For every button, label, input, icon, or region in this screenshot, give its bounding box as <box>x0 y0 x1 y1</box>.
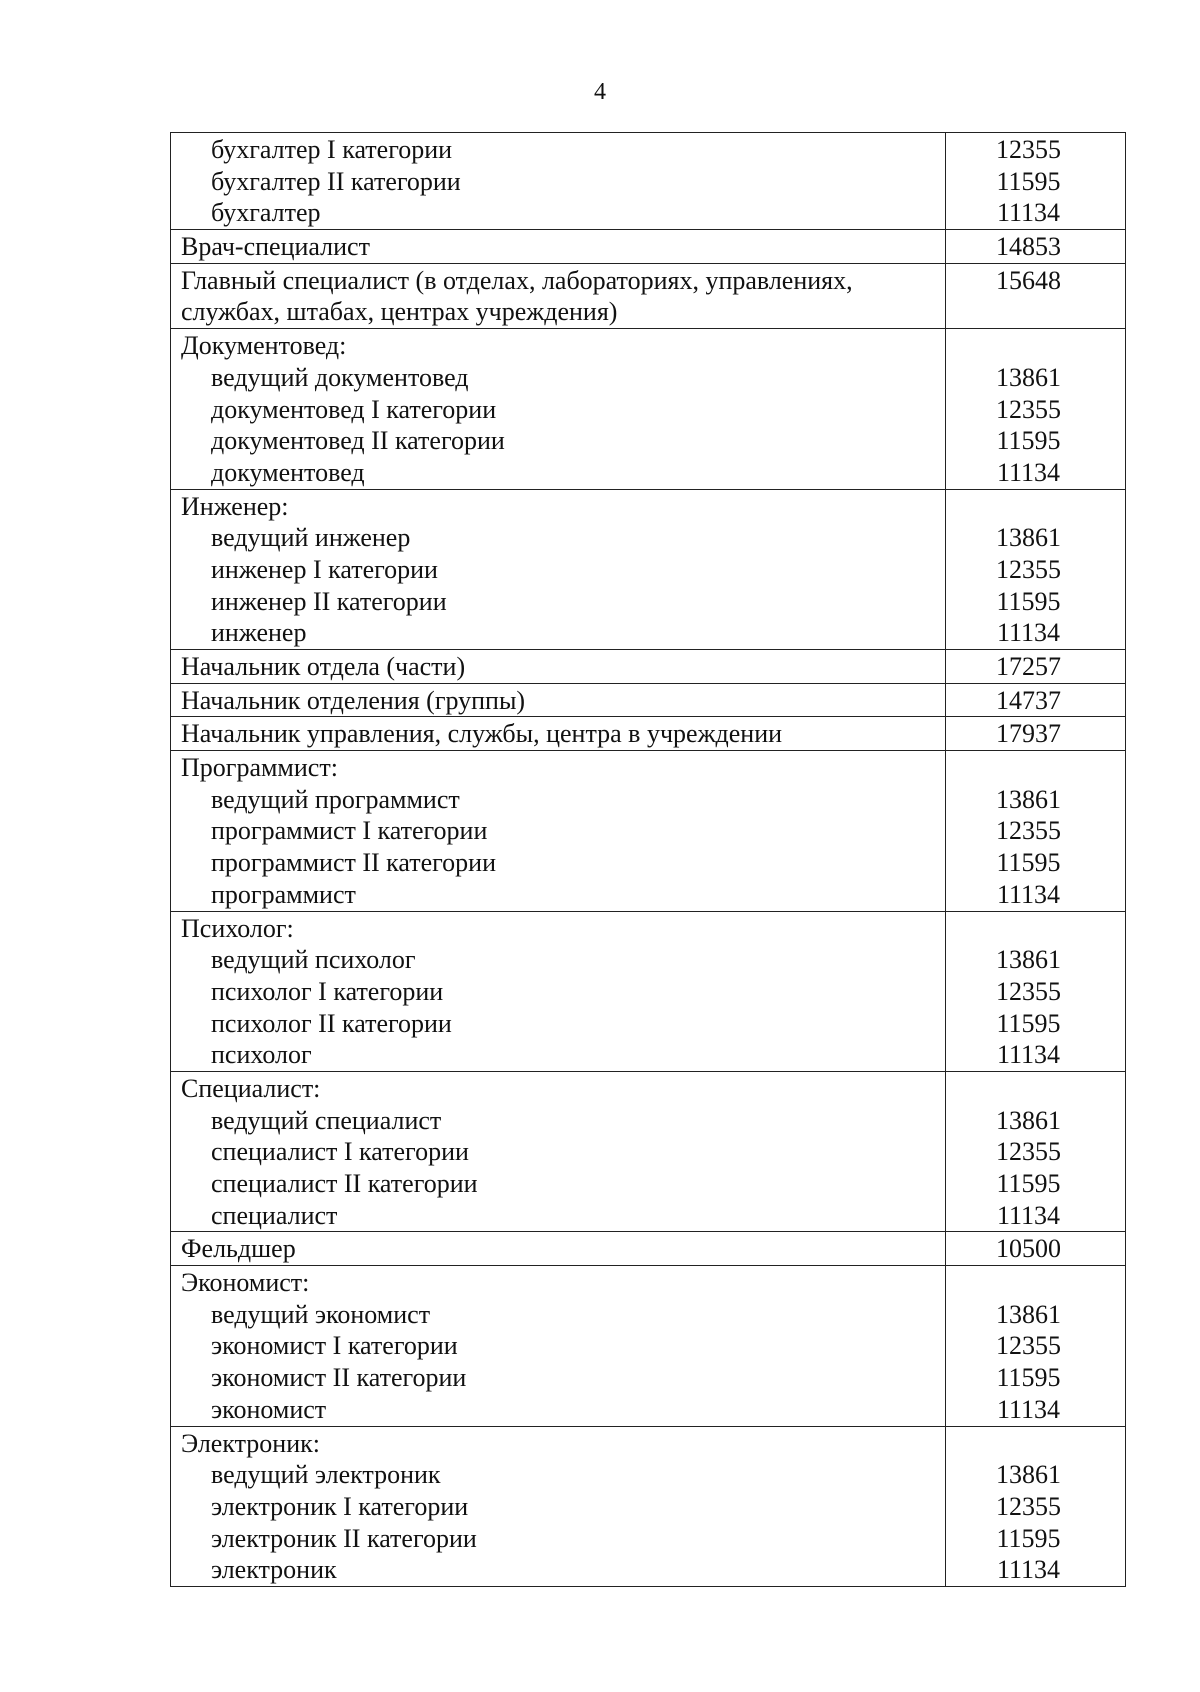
position-title: ведущий программист <box>211 784 460 814</box>
salary-value: 13861 <box>996 1299 1061 1329</box>
position-title: документовед II категории <box>211 426 505 456</box>
salary-value: 13861 <box>996 945 1061 975</box>
salary-value: 13861 <box>996 362 1061 392</box>
salary-value: 17257 <box>996 652 1061 681</box>
salary-value: 12355 <box>996 135 1061 164</box>
position-cell <box>171 1266 946 1426</box>
table-row <box>171 230 1126 264</box>
salary-value: 11134 <box>996 1394 1061 1424</box>
position-cell <box>171 263 946 328</box>
position-title: инженер I категории <box>211 554 438 584</box>
table-row <box>171 751 1126 911</box>
position-title: Электроник: <box>181 1428 320 1458</box>
table-row <box>171 683 1126 717</box>
position-title: программист <box>211 879 356 909</box>
position-cell <box>171 133 946 230</box>
salary-cell <box>946 650 1126 684</box>
salary-value: 11595 <box>996 1008 1061 1038</box>
salary-value: 11134 <box>996 198 1061 228</box>
salary-value: 17937 <box>996 719 1061 749</box>
position-title: Начальник отделения (группы) <box>181 685 526 715</box>
salary-value <box>946 752 1111 784</box>
position-title: документовед <box>211 457 365 487</box>
salary-value: 13861 <box>996 784 1061 814</box>
salary-cell <box>946 230 1126 264</box>
position-title: экономист II категории <box>211 1363 467 1393</box>
salary-value: 13861 <box>996 1105 1061 1135</box>
salary-value: 11134 <box>996 1200 1061 1230</box>
position-cell <box>171 650 946 684</box>
position-title: экономист <box>211 1394 327 1424</box>
table-row <box>171 489 1126 649</box>
salary-value: 15648 <box>996 265 1061 295</box>
salary-value: 14737 <box>996 685 1061 715</box>
position-title: ведущий специалист <box>211 1105 442 1135</box>
salary-value: 11134 <box>996 618 1061 648</box>
position-title: Главный специалист (в отделах, лабораториях, управлениях, <box>181 265 853 295</box>
position-title: Документовед: <box>181 331 347 361</box>
position-title: ведущий психолог <box>211 945 416 975</box>
salary-value: 12355 <box>996 816 1061 846</box>
table-row <box>171 1426 1126 1586</box>
position-title: электроник <box>211 1555 337 1585</box>
salary-table-body <box>171 133 1126 1587</box>
position-cell <box>171 1232 946 1266</box>
salary-value <box>946 330 1111 362</box>
position-title: специалист <box>211 1200 338 1230</box>
table-row <box>171 911 1126 1071</box>
position-title: Экономист: <box>181 1268 310 1298</box>
position-title: бухгалтер II категории <box>211 166 461 196</box>
salary-value: 12355 <box>996 1137 1061 1167</box>
salary-cell <box>946 133 1126 230</box>
salary-value: 11134 <box>996 457 1061 487</box>
salary-value <box>946 296 1111 328</box>
salary-cell <box>946 329 1126 489</box>
position-title: психолог II категории <box>211 1008 452 1038</box>
salary-value: 11595 <box>996 1169 1061 1198</box>
position-title: инженер II категории <box>211 586 447 616</box>
salary-cell <box>946 263 1126 328</box>
salary-value: 13861 <box>996 523 1061 553</box>
position-title: Психолог: <box>181 913 294 943</box>
position-title: психолог <box>211 1040 312 1070</box>
salary-value <box>946 913 1111 945</box>
salary-value: 11595 <box>996 848 1061 878</box>
position-title: Фельдшер <box>181 1234 296 1264</box>
position-cell <box>171 1071 946 1231</box>
salary-value: 10500 <box>996 1234 1061 1264</box>
position-title: бухгалтер I категории <box>211 135 453 164</box>
position-title: ведущий инженер <box>211 523 411 553</box>
salary-value: 12355 <box>996 976 1061 1006</box>
position-title: электроник II категории <box>211 1523 477 1553</box>
salary-cell <box>946 1071 1126 1231</box>
position-title: психолог I категории <box>211 976 444 1006</box>
salary-value: 11595 <box>996 1523 1061 1553</box>
position-title: бухгалтер <box>211 198 321 228</box>
position-title: ведущий документовед <box>211 362 469 392</box>
position-title: инженер <box>211 618 307 648</box>
salary-cell <box>946 911 1126 1071</box>
salary-value: 11134 <box>996 1555 1061 1585</box>
position-cell <box>171 329 946 489</box>
salary-value: 11595 <box>996 166 1061 196</box>
page-number: 4 <box>594 79 606 105</box>
table-row <box>171 263 1126 328</box>
salary-table <box>170 132 1126 1587</box>
salary-value: 11595 <box>996 586 1061 616</box>
salary-value <box>946 1073 1111 1105</box>
salary-value: 11595 <box>996 1363 1061 1393</box>
position-title: Инженер: <box>181 491 289 521</box>
salary-value: 11134 <box>996 1040 1061 1070</box>
salary-value: 13861 <box>996 1460 1061 1490</box>
position-title: ведущий электроник <box>211 1460 441 1490</box>
salary-cell <box>946 751 1126 911</box>
position-title: Начальник управления, службы, центра в учреждении <box>181 719 783 749</box>
position-title: специалист I категории <box>211 1137 469 1167</box>
position-title: Программист: <box>181 753 338 783</box>
position-cell <box>171 1426 946 1586</box>
salary-cell <box>946 1232 1126 1266</box>
position-title: Специалист: <box>181 1073 321 1103</box>
salary-value: 12355 <box>996 1331 1061 1361</box>
table-row <box>171 1266 1126 1426</box>
salary-cell <box>946 489 1126 649</box>
position-cell <box>171 489 946 649</box>
position-title: Врач-специалист <box>181 232 370 262</box>
table-row <box>171 133 1126 230</box>
position-title: программист I категории <box>211 816 488 846</box>
position-title: электроник I категории <box>211 1491 469 1521</box>
position-cell <box>171 683 946 717</box>
table-row <box>171 1071 1126 1231</box>
table-row <box>171 717 1126 751</box>
salary-value <box>946 491 1111 523</box>
salary-value <box>946 1267 1111 1299</box>
position-title: ведущий экономист <box>211 1299 431 1329</box>
table-row <box>171 329 1126 489</box>
position-cell <box>171 230 946 264</box>
position-title: документовед I категории <box>211 394 497 424</box>
salary-cell <box>946 717 1126 751</box>
position-title: службах, штабах, центрах учреждения) <box>181 297 618 327</box>
salary-value: 11134 <box>996 879 1061 909</box>
salary-cell <box>946 683 1126 717</box>
salary-value: 14853 <box>996 232 1061 262</box>
salary-value: 12355 <box>996 1491 1061 1521</box>
salary-value: 11595 <box>996 426 1061 456</box>
salary-cell <box>946 1266 1126 1426</box>
table-row <box>171 1232 1126 1266</box>
table-row <box>171 650 1126 684</box>
salary-value: 12355 <box>996 554 1061 584</box>
position-title: специалист II категории <box>211 1169 478 1198</box>
salary-cell <box>946 1426 1126 1586</box>
salary-value <box>946 1428 1111 1460</box>
position-cell <box>171 911 946 1071</box>
position-cell <box>171 751 946 911</box>
position-cell <box>171 717 946 751</box>
salary-value: 12355 <box>996 394 1061 424</box>
position-title: экономист I категории <box>211 1331 458 1361</box>
position-title: программист II категории <box>211 848 497 878</box>
position-title: Начальник отдела (части) <box>181 652 466 681</box>
